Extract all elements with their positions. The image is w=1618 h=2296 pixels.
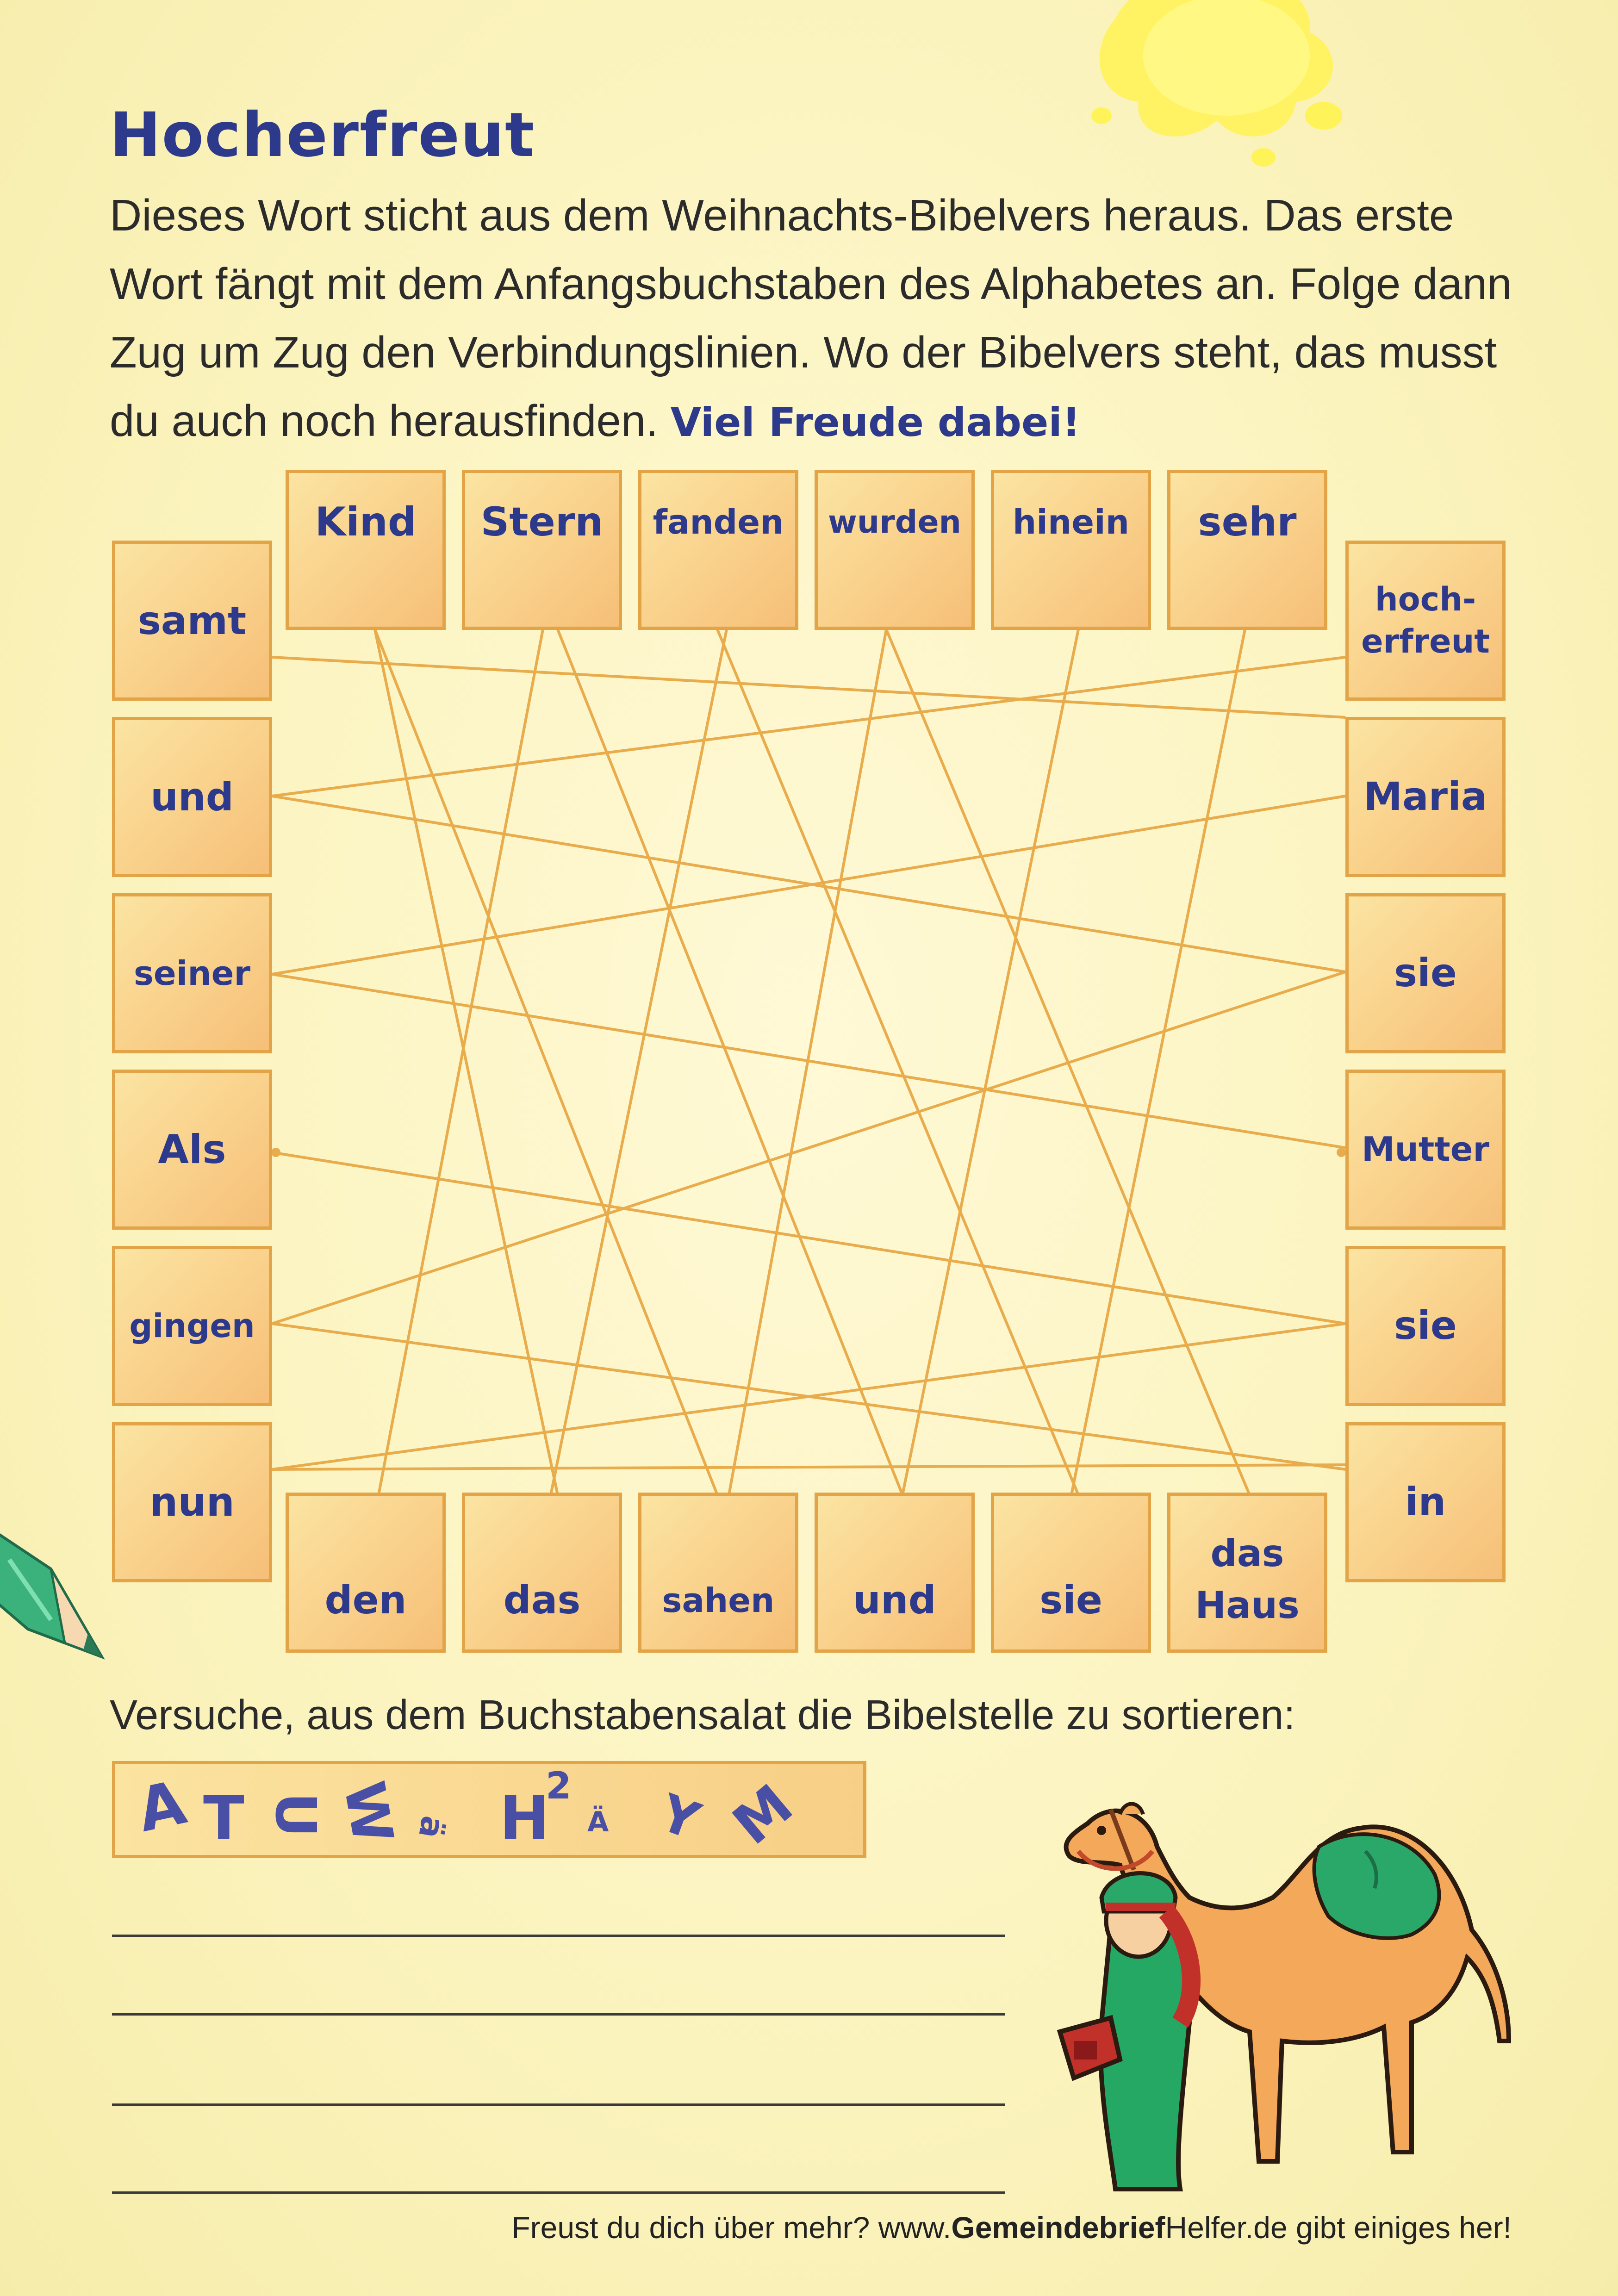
connection-line — [272, 972, 1345, 1324]
footer-text — [511, 2210, 1512, 2245]
answer-line[interactable] — [112, 1935, 1005, 1937]
scramble-prompt: Versuche, aus dem Buchstabensalat die Bibelstelle zu sortieren: — [110, 1692, 1295, 1738]
word-box-top — [1167, 470, 1327, 630]
connection-line — [272, 1324, 1345, 1469]
word-box-bottom — [815, 1493, 975, 1653]
connection-line — [272, 1152, 1345, 1324]
camel-icon — [1041, 1782, 1532, 2198]
word-label: sehr — [1198, 499, 1297, 545]
scramble-letter: W — [331, 1777, 405, 1848]
connection-line — [272, 657, 1345, 796]
connection-line — [272, 1324, 1345, 1469]
word-box-right — [1345, 1246, 1506, 1406]
connection-line — [272, 657, 1345, 717]
scramble-letter: ä — [411, 1813, 453, 1842]
word-label: seiner — [134, 954, 250, 993]
scramble-letter: T — [203, 1783, 244, 1853]
word-label: und — [150, 774, 234, 820]
connection-line — [551, 629, 727, 1495]
footer-post: Helfer.de gibt einiges her! — [1165, 2210, 1512, 2245]
scramble-letter: U — [263, 1792, 328, 1838]
connection-line — [717, 629, 1078, 1495]
word-label: samt — [137, 598, 247, 643]
word-label: wurden — [828, 504, 961, 541]
connection-line — [558, 629, 902, 1495]
scramble-letter: H — [499, 1783, 550, 1853]
word-box-bottom — [638, 1493, 798, 1653]
start-dot — [271, 1148, 280, 1157]
word-box-left — [112, 1246, 272, 1406]
footer-bold: Gemeindebrief — [951, 2210, 1165, 2245]
word-label: und — [853, 1577, 936, 1623]
word-box-right — [1345, 1070, 1506, 1230]
wise-man-icon — [1060, 1873, 1191, 2190]
word-box-bottom — [286, 1493, 446, 1653]
word-box-top — [462, 470, 622, 630]
word-label: fanden — [653, 503, 784, 541]
word-label: Maria — [1363, 774, 1487, 820]
answer-line[interactable] — [112, 2103, 1005, 2106]
word-label: das — [503, 1577, 581, 1623]
word-box-top — [638, 470, 798, 630]
word-box-right — [1345, 717, 1506, 877]
answer-line[interactable] — [112, 2013, 1005, 2016]
word-box-right — [1345, 541, 1506, 701]
start-dot — [1337, 1148, 1346, 1157]
word-label: Als — [158, 1126, 226, 1173]
word-label: sahen — [662, 1580, 775, 1620]
connection-line — [375, 629, 717, 1495]
scramble-letter: 2 — [546, 1764, 572, 1807]
page-title: Hocherfreut — [110, 100, 535, 171]
connection-line — [272, 796, 1345, 972]
scramble-letter: Y — [652, 1783, 708, 1851]
word-label: den — [324, 1577, 407, 1623]
connection-line — [379, 629, 543, 1495]
word-label: erfreut — [1361, 622, 1490, 660]
word-label: in — [1405, 1479, 1446, 1525]
word-label: Haus — [1195, 1584, 1300, 1627]
intro-highlight: Viel Freude dabei! — [670, 399, 1081, 446]
word-label: Mutter — [1361, 1130, 1490, 1169]
connection-line — [272, 796, 1345, 974]
word-box-left — [112, 893, 272, 1053]
word-box-right — [1345, 893, 1506, 1053]
word-box-left — [112, 1070, 272, 1230]
word-box-bottom — [462, 1493, 622, 1653]
word-label: das — [1210, 1532, 1284, 1575]
scramble-letter: Ä — [587, 1806, 609, 1838]
word-label: Stern — [480, 499, 604, 545]
word-box-left — [112, 1422, 272, 1582]
word-label: hoch- — [1375, 580, 1476, 618]
connection-line — [729, 629, 886, 1495]
connection-line — [375, 629, 558, 1495]
word-label: sie — [1394, 1303, 1457, 1349]
connection-line — [272, 1465, 1345, 1469]
connection-line — [272, 974, 1345, 1148]
scramble-letter: M — [721, 1772, 805, 1858]
word-label: hinein — [1013, 503, 1129, 541]
pencil-icon — [0, 1527, 111, 1675]
word-box-left — [112, 541, 272, 701]
connection-line — [886, 629, 1250, 1495]
connection-line — [902, 629, 1078, 1495]
word-label: Kind — [315, 499, 417, 545]
footer-pre: Freust du dich über mehr? www. — [511, 2210, 952, 2245]
scramble-letter: A — [131, 1767, 192, 1846]
letter-scramble-box — [112, 1761, 866, 1858]
word-label: sie — [1039, 1577, 1102, 1623]
word-label: sie — [1394, 950, 1457, 996]
intro-body: Dieses Wort sticht aus dem Weihnachts-Bibelvers heraus. Das erste Wort fängt mit dem Anfangsbuchstaben des Alphabetes an. Folge dann Zug um Zug den Verbindungslinien. Wo der Bibelvers steht, das musst du auch noch herausfinden. — [110, 191, 1512, 446]
word-label: gingen — [129, 1307, 255, 1345]
word-box-top — [286, 470, 446, 630]
word-box-right — [1345, 1422, 1506, 1582]
word-box-top — [815, 470, 975, 630]
word-box-bottom — [991, 1493, 1151, 1653]
word-label: nun — [149, 1479, 235, 1525]
word-box-left — [112, 717, 272, 877]
answer-line[interactable] — [112, 2191, 1005, 2194]
paint-splash-icon — [1032, 0, 1356, 176]
connection-line — [1071, 629, 1245, 1495]
intro-text — [110, 181, 1521, 457]
word-box-top — [991, 470, 1151, 630]
word-box-bottom — [1167, 1493, 1327, 1653]
